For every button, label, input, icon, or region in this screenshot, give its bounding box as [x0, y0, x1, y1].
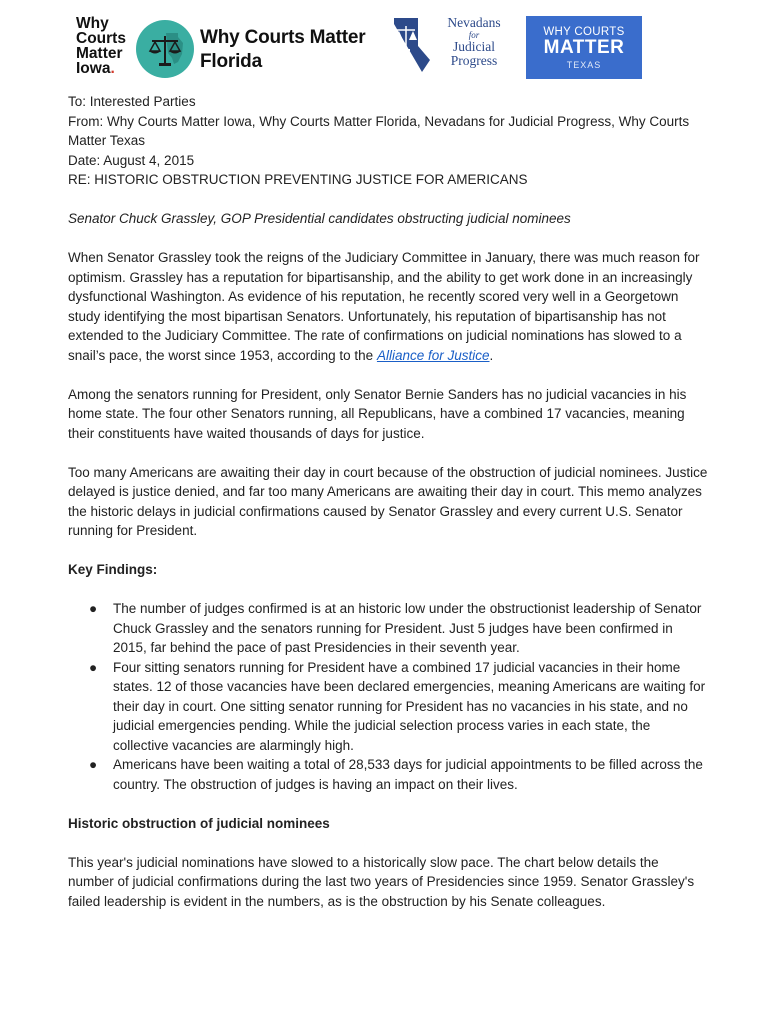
- nevadans-for-judicial-progress-logo: Nevadans for Judicial Progress: [392, 16, 512, 76]
- memo-date: Date: August 4, 2015: [68, 152, 195, 168]
- bullet-icon: ●: [89, 601, 98, 616]
- list-item: ● Four sitting senators running for President have a combined 17 judicial vacancies in their home states. 12 of those vacancies have been declared emergencies, meaning Americans are waiting for their day in court. One sitting senator running for President has no vacancies in his state, and no judicial emergencies pending. While the judicial selection process varies in each state, the collective vacancies are alarmingly high.: [89, 659, 706, 753]
- key-findings-heading: Key Findings:: [68, 562, 158, 577]
- paragraph-americans: Too many Americans are awaiting their day in court because of the obstruction of judicial nominees. Justice delayed is justice denied, and far too many Americans are awaiting their day in court. This memo analyzes the historic delays in judicial confirmations caused by Senator Grassley and every current U.S. Senator running for President.: [68, 464, 708, 538]
- paragraph-chart-intro: This year's judicial nominations have slowed to a historically slow pace. The chart below details the number of judicial confirmations during the last two years of Presidencies since 1959. Senator Grassley's failed leadership is evident in the numbers, as is the obstruction by his Senate colleagues.: [68, 854, 695, 909]
- memo-subtitle: Senator Chuck Grassley, GOP Presidential candidates obstructing judicial nominees: [68, 211, 571, 226]
- bullet-icon: ●: [89, 659, 98, 675]
- memo-re: RE: HISTORIC OBSTRUCTION PREVENTING JUSTICE FOR AMERICANS: [68, 172, 528, 187]
- list-item: ● Americans have been waiting a total of 28,533 days for judicial appointments to be filled across the country. The obstruction of judges is having an impact on their lives.: [89, 757, 703, 792]
- list-item: ● The number of judges confirmed is at an historic low under the obstructionist leadership of Senator Chuck Grassley and the senators running for President. Just 5 judges have been confirmed in 2015, far behind the pace of past Presidencies in their seventh year.: [89, 601, 702, 655]
- florida-scales-icon: [136, 20, 194, 78]
- section-heading-obstruction: Historic obstruction of judicial nominees: [68, 815, 330, 831]
- paragraph-senators: Among the senators running for President, only Senator Bernie Sanders has no judicial vacancies in his home state. The four other Senators running, all Republicans, have a combined 17 vacancies, meaning their constituents have waited thousands of days for justice.: [68, 386, 687, 441]
- why-courts-matter-florida-logo: Why Courts Matter Florida: [200, 27, 366, 72]
- memo-body: [68, 92, 708, 911]
- alliance-for-justice-link[interactable]: Alliance for Justice: [376, 347, 490, 363]
- why-courts-matter-texas-logo: WHY COURTS MATTER TEXAS: [526, 16, 642, 79]
- memo-to: To: Interested Parties: [68, 94, 196, 109]
- key-findings-list: [68, 599, 708, 794]
- header-logos: [74, 14, 644, 84]
- nevada-scales-icon: [392, 16, 432, 74]
- bullet-icon: ●: [89, 757, 98, 772]
- memo-from: From: Why Courts Matter Iowa, Why Courts Matter Florida, Nevadans for Judicial Progress, Why Courts Matter Texas: [68, 113, 690, 148]
- paragraph-grassley: When Senator Grassley took the reigns of the Judiciary Committee in January, there was much reason for optimism. Grassley has a reputation for bipartisanship, and the ability to get work done in an increasingly dysfunctional Washington. As evidence of his reputation, he recently scored very well in a Georgetown study identifying the most bipartisan Senators. Unfortunately, his reputation of bipartisanship has not extended to the Judiciary Committee. The rate of confirmations on judicial nominations has slowed to a snail’s pace, the worst since 1953, according to the Alliance for Justice.: [68, 250, 700, 363]
- why-courts-matter-iowa-logo: Why Courts Matter Iowa.: [76, 15, 126, 77]
